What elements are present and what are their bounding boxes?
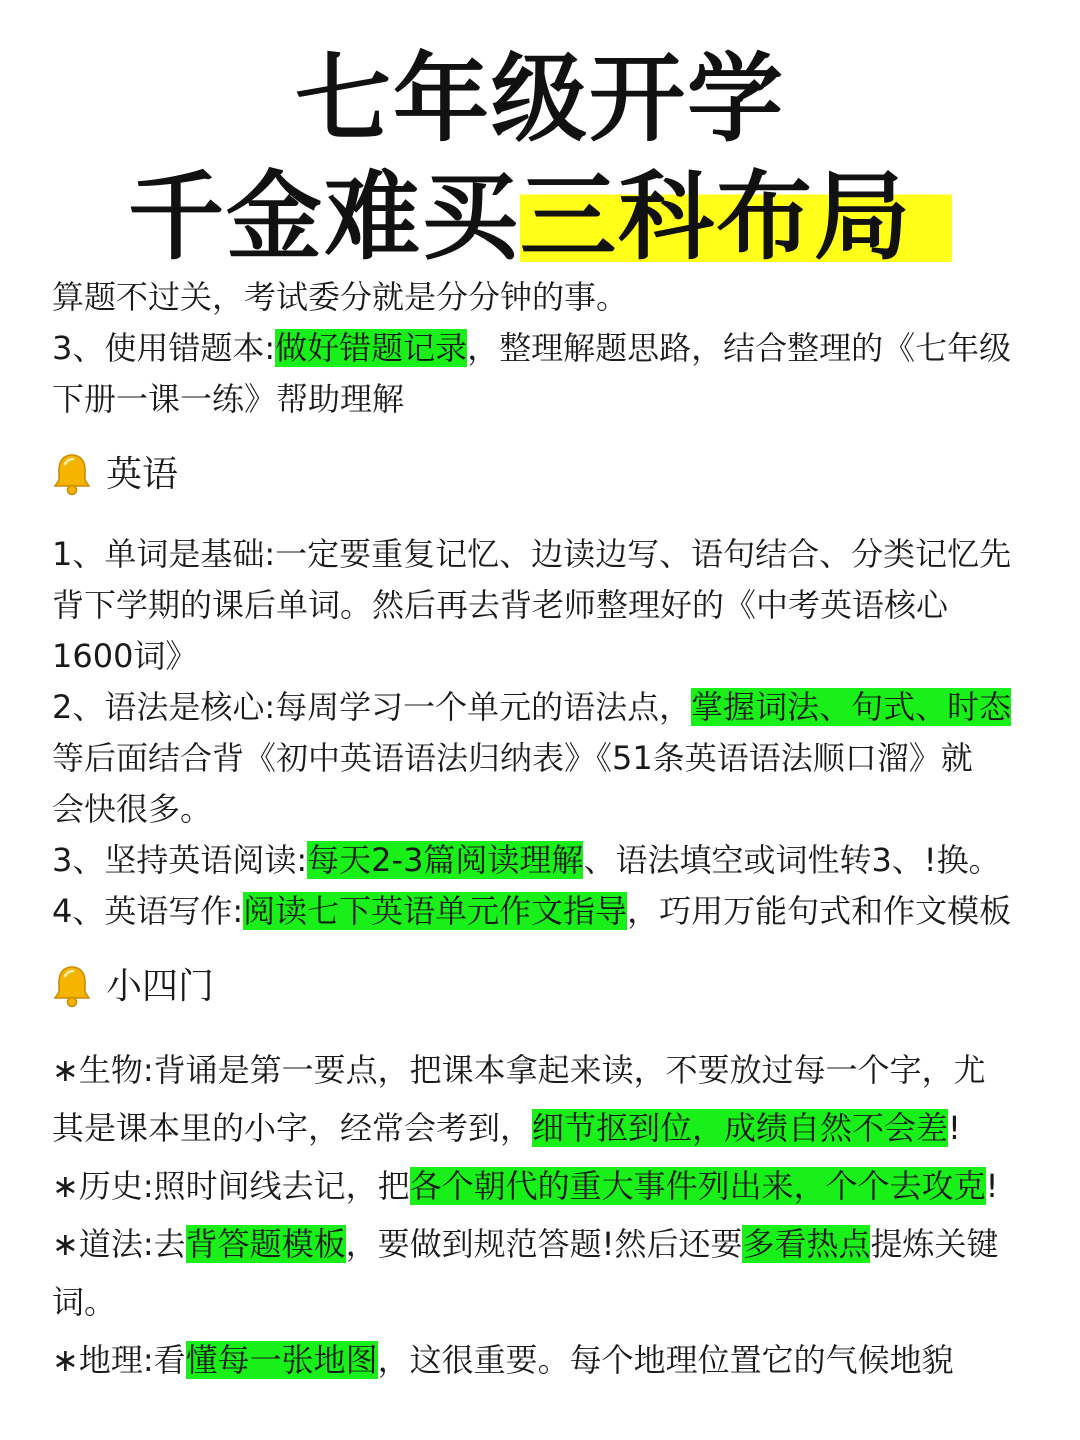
highlight-span: 掌握词法、句式、时态 (691, 688, 1012, 726)
english-line-8 (52, 886, 1042, 937)
section-heading-english (52, 449, 1042, 499)
text-span: 提炼关键 (870, 1225, 999, 1263)
text-span: ! (985, 1167, 999, 1205)
english-line-2: 背下学期的课后单词。然后再去背老师整理好的《中考英语核心 (52, 586, 949, 624)
text-span: ，整理解题思路，结合整理的《七年级 (467, 329, 1012, 367)
math-tail-line-3: 下册一课一练》帮助理解 (52, 380, 405, 418)
english-line-3: 1600词》 (52, 637, 198, 675)
highlight-span: 背答题模板 (185, 1225, 346, 1263)
text-span: ! (948, 1109, 961, 1147)
highlight-span: 细节抠到位，成绩自然不会差 (532, 1109, 949, 1147)
highlight-span: 多看热点 (742, 1225, 871, 1263)
text-span: 3、坚持英语阅读: (52, 841, 308, 879)
highlight-span: 各个朝代的重大事件列出来，个个去攻克 (409, 1167, 986, 1205)
bell-icon (52, 964, 92, 1008)
biology-line-1: ∗生物:背诵是第一要点，把课本拿起来读，不要放过每一个字，尤 (52, 1051, 986, 1089)
title-line-2-highlight: 三科布局 (520, 161, 952, 273)
text-span: ，要做到规范答题!然后还要 (345, 1225, 743, 1263)
highlight-span: 每天2-3篇阅读理解 (307, 841, 584, 879)
text-span: ，巧用万能句式和作文模板 (627, 892, 1012, 930)
english-line-7 (52, 835, 1042, 886)
english-line-1: 1、单词是基础:一定要重复记忆、边读边写、语句结合、分类记忆先 (52, 535, 1012, 573)
math-tail-line-2 (52, 323, 1042, 374)
biology-line-2 (52, 1099, 1042, 1157)
highlight-span: 阅读七下英语单元作文指导 (243, 892, 628, 930)
bell-icon (52, 452, 92, 496)
text-span: 3、使用错题本: (52, 329, 276, 367)
text-span: 、语法填空或词性转3、!换。 (583, 841, 1001, 879)
math-tail-line-1: 算题不过关，考试委分就是分分钟的事。 (52, 278, 629, 316)
morality-law-line-2: 词。 (52, 1283, 117, 1321)
section-heading-label: 小四门 (106, 965, 215, 1007)
title-line-2 (0, 158, 1080, 276)
text-span: ∗地理:看 (52, 1341, 186, 1379)
text-span: 其是课本里的小字，经常会考到， (52, 1109, 533, 1147)
title-line-2-plain: 千金难买 (128, 161, 520, 273)
english-line-5: 等后面结合背《初中英语语法归纳表》《51条英语语法顺口溜》就 (52, 739, 973, 777)
article-body (52, 272, 1042, 1389)
geography-line (52, 1331, 1042, 1389)
section-heading-label: 英语 (106, 453, 179, 495)
title-block (0, 40, 1080, 276)
english-line-4 (52, 682, 1042, 733)
section-heading-minor-subjects (52, 961, 1042, 1011)
title-line-1: 七年级开学 (295, 43, 785, 155)
text-span: ∗道法:去 (52, 1225, 186, 1263)
morality-law-line-1 (52, 1215, 1042, 1273)
history-line (52, 1157, 1042, 1215)
text-span: ，这很重要。每个地理位置它的气候地貌 (377, 1341, 954, 1379)
text-span: 2、语法是核心:每周学习一个单元的语法点， (52, 688, 692, 726)
english-line-6: 会快很多。 (52, 790, 213, 828)
highlight-span: 懂每一张地图 (185, 1341, 378, 1379)
text-span: 4、英语写作: (52, 892, 244, 930)
text-span: ∗历史:照时间线去记，把 (52, 1167, 410, 1205)
highlight-span: 做好错题记录 (275, 329, 468, 367)
